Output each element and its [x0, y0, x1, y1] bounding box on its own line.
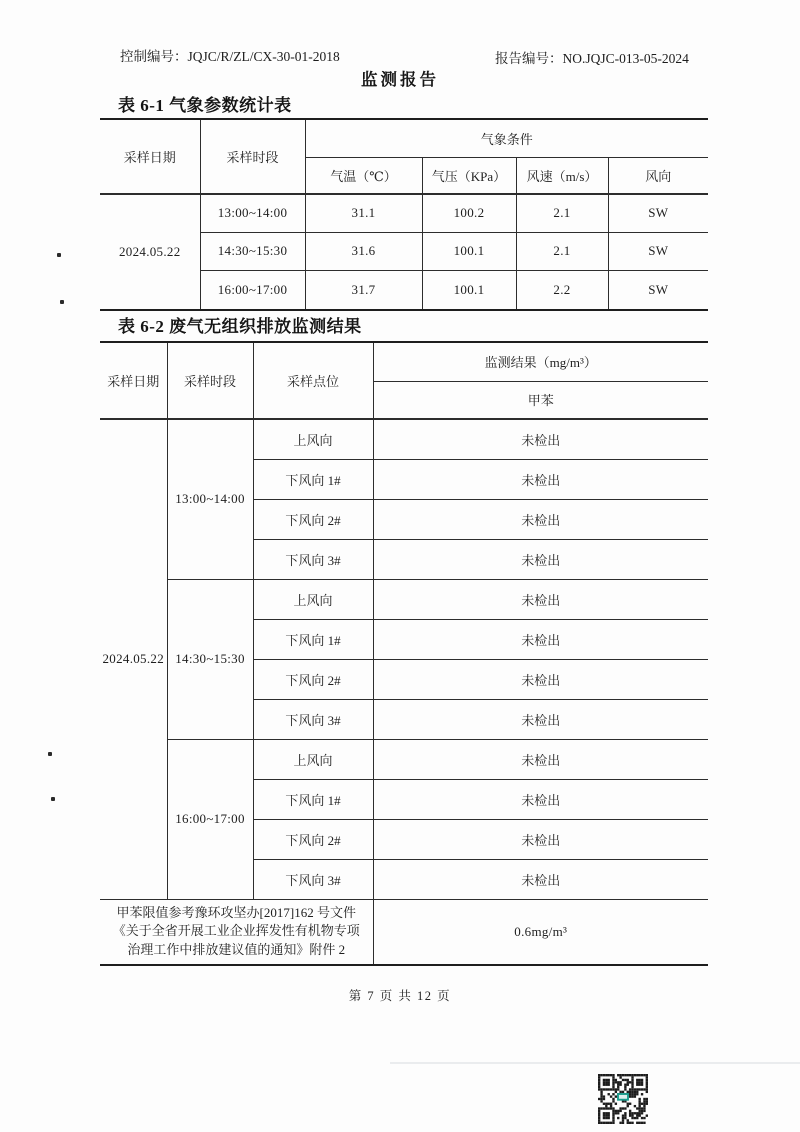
t2-data-row — [100, 579, 708, 619]
t2-point-cell: 上风向 — [253, 419, 373, 459]
t2-header-result: 监测结果（mg/m³） — [373, 343, 708, 381]
t2-result-cell: 未检出 — [373, 419, 708, 459]
t1-header-weather-conditions: 气象条件 — [305, 120, 708, 157]
t2-point-cell: 下风向 3# — [253, 699, 373, 739]
table2 — [100, 343, 708, 964]
t2-time-cell: 14:30~15:30 — [167, 579, 253, 739]
t1-time-cell: 13:00~14:00 — [200, 194, 305, 232]
t1-header-sampling-period: 采样时段 — [200, 120, 305, 194]
report-number-label: 报告编号： — [495, 51, 563, 66]
t2-header-sampling-point: 采样点位 — [253, 343, 373, 419]
t2-limit-note: 甲苯限值参考豫环攻坚办[2017]162 号文件《关于全省开展工业企业挥发性有机物专项治理工作中排放建议值的通知》附件 2 — [100, 899, 373, 964]
t2-result-cell: 未检出 — [373, 859, 708, 899]
t2-data-row — [100, 419, 708, 459]
t2-result-cell: 未检出 — [373, 619, 708, 659]
t2-result-cell: 未检出 — [373, 739, 708, 779]
t2-result-cell: 未检出 — [373, 699, 708, 739]
t2-point-cell: 下风向 3# — [253, 539, 373, 579]
t1-time-cell: 16:00~17:00 — [200, 270, 305, 309]
scan-streak — [390, 1062, 800, 1064]
t2-result-cell: 未检出 — [373, 579, 708, 619]
control-number-label: 控制编号： — [120, 49, 188, 64]
t2-point-cell: 下风向 1# — [253, 459, 373, 499]
qr-code — [598, 1074, 648, 1124]
t1-header-temperature: 气温（℃） — [305, 157, 422, 194]
t2-result-cell: 未检出 — [373, 459, 708, 499]
t2-limit-note-row — [100, 899, 708, 964]
scan-artifact-dot — [51, 797, 55, 801]
report-number-value: NO.JQJC-013-05-2024 — [562, 51, 689, 66]
t2-result-cell: 未检出 — [373, 499, 708, 539]
t2-date-cell: 2024.05.22 — [100, 419, 167, 899]
t1-speed-cell: 2.1 — [516, 194, 608, 232]
t1-direction-cell: SW — [608, 194, 708, 232]
t2-limit-value: 0.6mg/m³ — [373, 899, 708, 964]
t2-header-sampling-date: 采样日期 — [100, 343, 167, 419]
table1-weather-parameters — [100, 118, 708, 311]
t2-point-cell: 下风向 2# — [253, 659, 373, 699]
t2-point-cell: 下风向 2# — [253, 819, 373, 859]
t2-result-cell: 未检出 — [373, 659, 708, 699]
table1-caption: 表 6-1 气象参数统计表 — [118, 96, 292, 115]
scan-artifact-dot — [57, 253, 61, 257]
t1-temp-cell: 31.6 — [305, 232, 422, 270]
t1-pressure-cell: 100.1 — [422, 232, 516, 270]
t2-data-row — [100, 739, 708, 779]
t2-result-cell: 未检出 — [373, 819, 708, 859]
document-title: 监测报告 — [361, 70, 439, 89]
t1-temp-cell: 31.1 — [305, 194, 422, 232]
table2-fugitive-emission-results — [100, 341, 708, 966]
t2-result-cell: 未检出 — [373, 779, 708, 819]
t2-point-cell: 上风向 — [253, 579, 373, 619]
t2-header-sampling-period: 采样时段 — [167, 343, 253, 419]
t1-header-pressure: 气压（KPa） — [422, 157, 516, 194]
t1-direction-cell: SW — [608, 232, 708, 270]
report-number — [495, 47, 689, 67]
control-number-value: JQJC/R/ZL/CX-30-01-2018 — [187, 49, 340, 64]
scan-artifact-dot — [60, 300, 64, 304]
t1-pressure-cell: 100.1 — [422, 270, 516, 309]
t1-header-wind-speed: 风速（m/s） — [516, 157, 608, 194]
t1-pressure-cell: 100.2 — [422, 194, 516, 232]
t1-data-row — [100, 194, 708, 232]
table1 — [100, 120, 708, 309]
t1-header-sampling-date: 采样日期 — [100, 120, 200, 194]
t2-point-cell: 上风向 — [253, 739, 373, 779]
table2-caption: 表 6-2 废气无组织排放监测结果 — [118, 317, 362, 336]
t1-date-cell: 2024.05.22 — [100, 194, 200, 309]
t2-point-cell: 下风向 3# — [253, 859, 373, 899]
t1-time-cell: 14:30~15:30 — [200, 232, 305, 270]
t2-point-cell: 下风向 1# — [253, 779, 373, 819]
t1-header-wind-direction: 风向 — [608, 157, 708, 194]
t1-direction-cell: SW — [608, 270, 708, 309]
scan-artifact-dot — [48, 752, 52, 756]
t2-header-analyte-toluene: 甲苯 — [373, 381, 708, 419]
t1-speed-cell: 2.1 — [516, 232, 608, 270]
t2-point-cell: 下风向 2# — [253, 499, 373, 539]
t2-result-cell: 未检出 — [373, 539, 708, 579]
control-number — [120, 45, 340, 65]
t2-time-cell: 13:00~14:00 — [167, 419, 253, 579]
t2-time-cell: 16:00~17:00 — [167, 739, 253, 899]
t1-speed-cell: 2.2 — [516, 270, 608, 309]
t1-temp-cell: 31.7 — [305, 270, 422, 309]
t2-point-cell: 下风向 1# — [253, 619, 373, 659]
page-indicator: 第 7 页 共 12 页 — [348, 989, 452, 1003]
